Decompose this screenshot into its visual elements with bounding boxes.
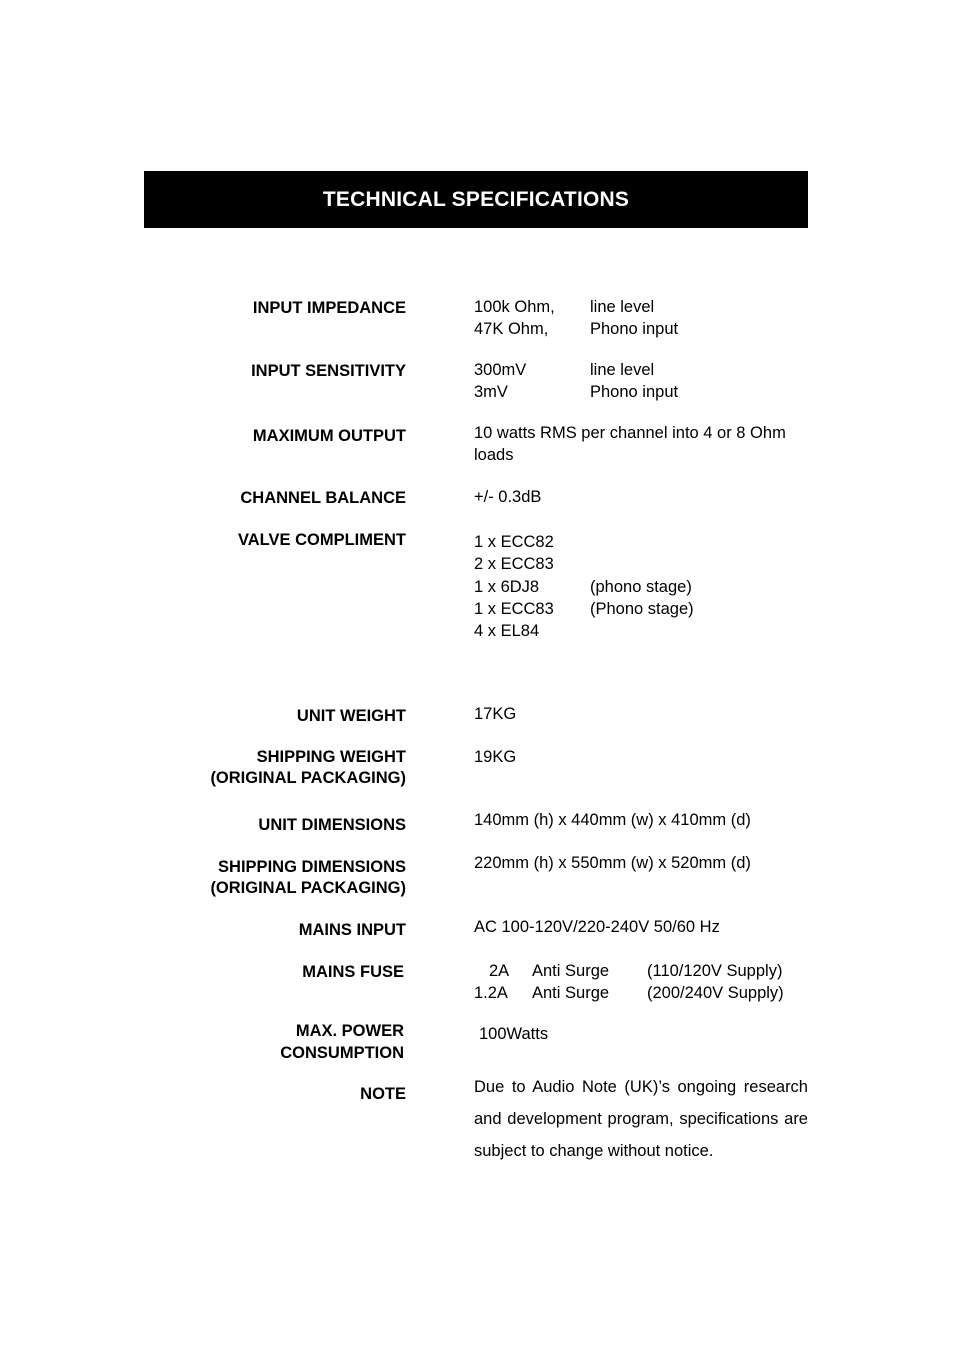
unit-dimensions-value: 140mm (h) x 440mm (w) x 410mm (d) [474,811,751,829]
mains-fuse-label: MAINS FUSE [302,963,404,981]
label-line: (ORIGINAL PACKAGING) [210,769,406,787]
spec-value: loads [474,445,514,464]
label-line: SHIPPING DIMENSIONS [218,858,406,876]
spec-row [474,382,678,404]
shipping-dimensions-label [210,857,406,899]
spec-row [474,960,784,982]
spec-value: 10 watts RMS per channel into 4 or 8 Ohm [474,424,786,442]
spec-desc: Phono input [590,382,679,401]
spec-row [474,620,694,642]
spec-value: 2 x ECC83 [474,555,554,574]
spec-value: 1 x 6DJ8 [474,577,540,596]
input-sensitivity-values [474,360,678,403]
spec-value: 1 x ECC82 [474,533,554,551]
valve-compliment-label: VALVE COMPLIMENT [237,531,406,549]
valve-compliment-values [474,531,694,642]
label-line: CONSUMPTION [280,1044,404,1062]
spec-row [474,576,694,598]
spec-row [474,360,678,382]
channel-balance-value: +/- 0.3dB [474,488,542,506]
spec-value: 300mV [474,361,527,379]
fuse-supply: (200/240V Supply) [647,984,784,1002]
channel-balance-label: CHANNEL BALANCE [240,489,406,507]
spec-value: 3mV [474,382,508,401]
unit-weight-value: 17KG [474,705,517,723]
fuse-supply: (110/120V Supply) [647,962,783,980]
mains-input-value: AC 100-120V/220-240V 50/60 Hz [474,918,720,936]
spec-row [474,297,678,319]
spec-row [474,553,694,575]
fuse-type: Anti Surge [532,962,610,980]
spec-desc: (phono stage) [590,577,692,596]
fuse-rating: 1.2A [474,984,508,1002]
input-impedance-values [474,297,678,340]
spec-row [474,531,694,553]
spec-row [474,598,694,620]
spec-desc: Phono input [590,319,679,338]
spec-desc: (Phono stage) [590,599,694,618]
maximum-output-label: MAXIMUM OUTPUT [252,427,406,445]
spec-row [474,982,784,1004]
spec-value: 1 x ECC83 [474,599,554,618]
shipping-dimensions-value: 220mm (h) x 550mm (w) x 520mm (d) [474,854,751,872]
spec-row [474,319,678,341]
max-power-value: 100Watts [479,1025,549,1043]
fuse-rating: 2A [489,962,510,980]
spec-desc: line level [590,361,655,379]
unit-dimensions-label: UNIT DIMENSIONS [258,816,406,834]
max-power-label [280,1020,404,1064]
spec-desc: line level [590,298,655,316]
fuse-type: Anti Surge [532,984,610,1002]
mains-input-label: MAINS INPUT [298,921,406,939]
label-line: (ORIGINAL PACKAGING) [210,879,406,897]
mains-fuse-values [474,960,784,1004]
note-text: Due to Audio Note (UK)’s ongoing research and development program, specifications are subject to change without notice. [474,1078,808,1160]
page-title: TECHNICAL SPECIFICATIONS [144,171,808,228]
shipping-weight-label [210,747,406,789]
label-line: MAX. POWER [295,1022,404,1040]
input-sensitivity-label: INPUT SENSITIVITY [251,362,406,380]
note-label: NOTE [360,1085,406,1103]
spec-value: 4 x EL84 [474,622,540,641]
input-impedance-label: INPUT IMPEDANCE [252,299,406,317]
shipping-weight-value: 19KG [474,748,517,766]
maximum-output-values [474,423,786,466]
unit-weight-label: UNIT WEIGHT [296,707,406,725]
spec-value: 100k Ohm, [474,298,555,316]
spec-value: 47K Ohm, [474,319,549,338]
label-line: SHIPPING WEIGHT [256,748,406,766]
